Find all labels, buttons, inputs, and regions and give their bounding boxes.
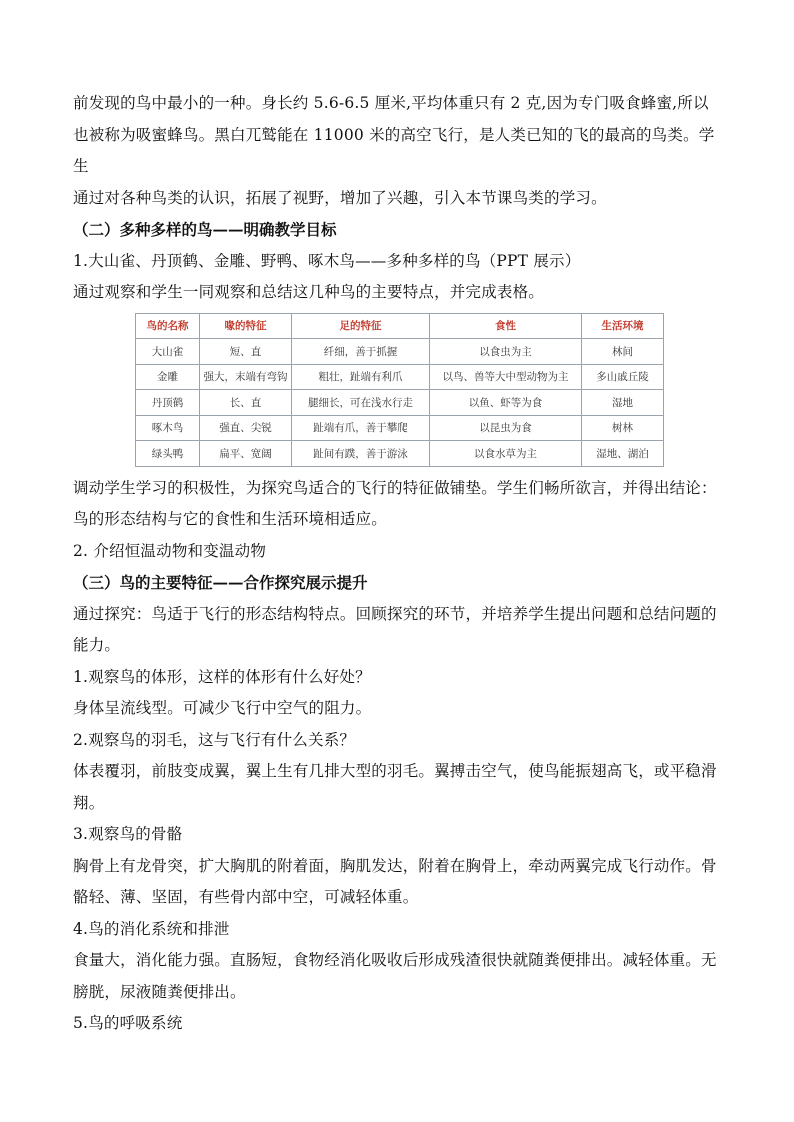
section-2-heading: （二）多种多样的鸟——明确教学目标	[73, 220, 337, 239]
item-1-title: 1.大山雀、丹顶鹤、金雕、野鸭、啄木鸟——多种多样的鸟（PPT 展示）	[73, 251, 581, 270]
table-cell: 强大，末端有弯钩	[200, 364, 292, 390]
table-cell: 林间	[582, 339, 664, 365]
table-cell: 啄木鸟	[136, 415, 200, 441]
table-cell: 树林	[582, 415, 664, 441]
answer-2-line-1: 体表覆羽，前肢变成翼，翼上生有几排大型的羽毛。翼搏击空气，使鸟能振翅高飞，或平稳滑	[73, 762, 717, 780]
table-cell: 强直、尖锐	[200, 415, 292, 441]
answer-1: 身体呈流线型。可减少飞行中空气的阻力。	[73, 699, 372, 717]
table-cell: 以鱼、虾等为食	[430, 390, 582, 416]
table-cell: 粗壮，趾端有利爪	[292, 364, 430, 390]
table-row	[136, 415, 664, 441]
table-cell: 以食水草为主	[430, 441, 582, 467]
question-2: 2.观察鸟的羽毛，这与飞行有什么关系？	[73, 730, 356, 749]
explore-line-1: 通过探究：鸟适于飞行的形态结构特点。回顾探究的环节，并培养学生提出问题和总结问题的	[73, 604, 717, 623]
table-cell: 趾端有爪，善于攀爬	[292, 415, 430, 441]
intro-line-1: 前发现的鸟中最小的一种。身长约 5.6-6.5 厘米,平均体重只有 2 克,因为专门吸食蜂蜜,所以	[73, 94, 709, 112]
after-table-line-1: 调动学生学习的积极性，为探究鸟适合的飞行的特征做铺垫。学生们畅所欲言，并得出结论：	[73, 478, 717, 497]
bird-features-table	[135, 313, 664, 467]
table-header-row	[136, 313, 664, 339]
table-header: 生活环境	[582, 313, 664, 339]
table-cell: 湿地	[582, 390, 664, 416]
intro-line-3: 通过对各种鸟类的认识，拓展了视野，增加了兴趣，引入本节课鸟类的学习。	[73, 188, 607, 207]
table-row	[136, 339, 664, 365]
table-row	[136, 441, 664, 467]
item-2-title: 2. 介绍恒温动物和变温动物	[73, 541, 267, 560]
table-header: 喙的特征	[200, 313, 292, 339]
table-cell: 纤细，善于抓握	[292, 339, 430, 365]
table-cell: 扁平、宽阔	[200, 441, 292, 467]
question-5: 5.鸟的呼吸系统	[73, 1014, 183, 1032]
table-cell: 大山雀	[136, 339, 200, 365]
table-row	[136, 390, 664, 416]
section-3-heading: （三）鸟的主要特征——合作探究展示提升	[73, 573, 368, 592]
table-cell: 绿头鸭	[136, 441, 200, 467]
answer-3-line-1: 胸骨上有龙骨突，扩大胸肌的附着面，胸肌发达，附着在胸骨上，牵动两翼完成飞行动作。骨	[73, 856, 717, 875]
table-cell: 以食虫为主	[430, 339, 582, 365]
table-cell: 长、直	[200, 390, 292, 416]
table-cell: 趾间有蹼，善于游泳	[292, 441, 430, 467]
table-cell: 金雕	[136, 364, 200, 390]
intro-line-2: 也被称为吸蜜蜂鸟。黑白兀鹫能在 11000 米的高空飞行，是人类已知的飞的最高的鸟类。学生	[73, 125, 715, 175]
question-4: 4.鸟的消化系统和排泄	[73, 919, 230, 938]
table-cell: 湿地、湖泊	[582, 441, 664, 467]
answer-4-line-1: 食量大，消化能力强。直肠短，食物经消化吸收后形成残渣很快就随粪便排出。减轻体重。无	[73, 951, 717, 969]
table-header: 食性	[430, 313, 582, 339]
explore-line-2: 能力。	[73, 636, 121, 654]
table-row	[136, 364, 664, 390]
bird-features-table-wrapper	[135, 313, 723, 467]
table-cell: 以昆虫为食	[430, 415, 582, 441]
answer-3-line-2: 骼轻、薄、坚固，有些骨内部中空，可减轻体重。	[73, 888, 419, 906]
question-1: 1.观察鸟的体形，这样的体形有什么好处？	[73, 667, 371, 686]
table-cell: 以鸟、兽等大中型动物为主	[430, 364, 582, 390]
table-header: 鸟的名称	[136, 313, 200, 339]
item-1-description: 通过观察和学生一同观察和总结这几种鸟的主要特点，并完成表格。	[73, 283, 545, 301]
table-header: 足的特征	[292, 313, 430, 339]
table-cell: 短、直	[200, 339, 292, 365]
document-page	[73, 88, 723, 1040]
table-cell: 腿细长，可在浅水行走	[292, 390, 430, 416]
answer-4-line-2: 膀胱，尿液随粪便排出。	[73, 982, 246, 1001]
table-cell: 多山戚丘陵	[582, 364, 664, 390]
table-cell: 丹顶鹤	[136, 390, 200, 416]
question-3: 3.观察鸟的骨骼	[73, 825, 183, 843]
after-table-line-2: 鸟的形态结构与它的食性和生活环境相适应。	[73, 510, 388, 528]
answer-2-line-2: 翔。	[73, 793, 105, 812]
